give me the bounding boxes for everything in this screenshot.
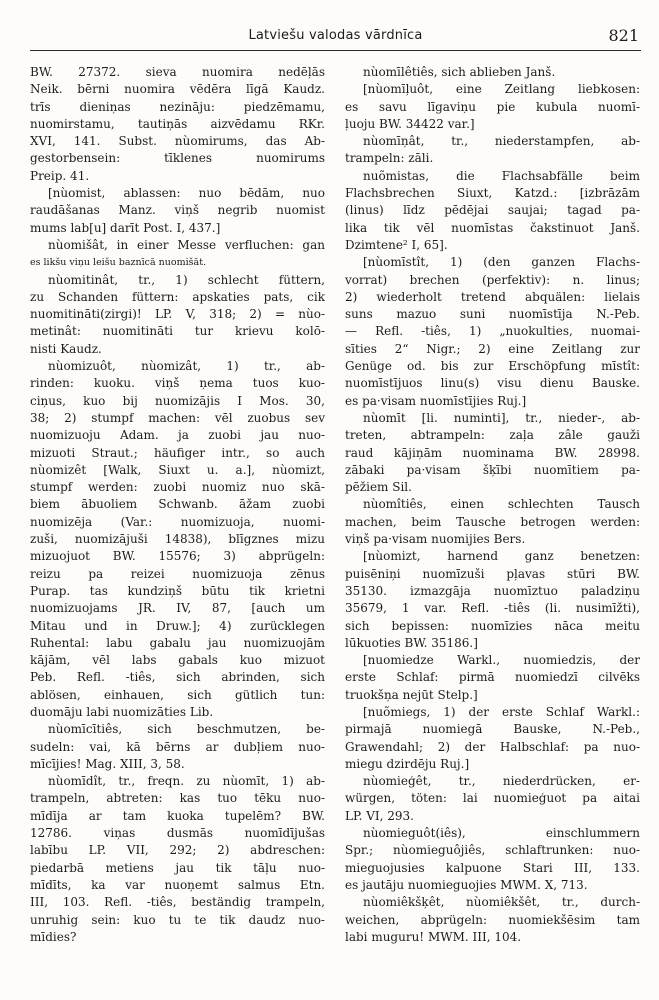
dictionary-line: ciņus, kuo bij nuomizājis I Mos. 30,	[30, 393, 325, 408]
right-column	[345, 64, 640, 946]
dictionary-line: suns mazuo suni nuomīstīja N.-Peb.	[345, 307, 640, 322]
dictionary-line: nuõmistas, die Flachsabfälle beim	[363, 168, 640, 183]
dictionary-line: labību LP. VII, 292; 2) abdreschen:	[30, 843, 325, 858]
page-number: 821	[608, 26, 639, 45]
dictionary-line: raudāšanas Manz. viņš negrib nuomist	[30, 203, 325, 218]
dictionary-line: es likšu viņu leišu baznīcā nuomišāt.	[30, 257, 207, 269]
dictionary-line: lika tik vēl nuomīstas čakstinuot Janš.	[345, 220, 640, 235]
running-header	[30, 26, 641, 51]
dictionary-line: nùomieguôt(iês), einschlummern	[363, 826, 640, 841]
dictionary-line: nuomitināti(zirgi)! LP. V, 318; 2) = nùo-	[30, 307, 325, 322]
dictionary-line: nùomîtiês, einen schlechten Tausch	[363, 497, 640, 512]
dictionary-line: Neik. bērni nuomira vēdēra līgā Kaudz.	[30, 82, 325, 97]
dictionary-line: es pa·visam nuomīstījies Ruj.]	[345, 393, 527, 408]
dictionary-line: mizuoti Straut.; häufiger intr., so auch	[30, 445, 325, 460]
dictionary-title: Latviešu valodas vārdnīca	[248, 28, 423, 43]
dictionary-line: mīdies?	[30, 929, 77, 944]
dictionary-line: ablösen, einhauen, sich gütlich tun:	[30, 687, 325, 702]
dictionary-line: trampeln: zāli.	[345, 151, 434, 166]
dictionary-line: Mitau und in Druw.]; 4) zurücklegen	[30, 618, 325, 633]
dictionary-line: nùomitinât, tr., 1) schlecht füttern,	[48, 272, 325, 287]
dictionary-line: nùomizêt [Walk, Siuxt u. a.], nùomizt,	[30, 462, 325, 477]
dictionary-line: XVI, 141. Subst. nùomirums, das Ab-	[30, 134, 325, 149]
dictionary-line: [nùomīļuôt, eine Zeitlang liebkosen:	[363, 82, 640, 97]
dictionary-line: stumpf werden: zuobi nuomiz nuo skā-	[30, 480, 325, 495]
dictionary-line: mīcījies! Mag. XIII, 3, 58.	[30, 756, 185, 771]
dictionary-line: — Refl. -tiês, 1) „nuokulties, nuomai-	[345, 324, 640, 339]
dictionary-line: 35130. izmazgāja nuomīztuo paladziņu	[345, 583, 640, 598]
dictionary-line: trampeln, abtreten: kas tuo tēku nuo-	[30, 791, 325, 806]
dictionary-line: Flachsbrechen Siuxt, Katzd.: [izbrāzām	[345, 186, 640, 201]
dictionary-line: nùomiêkšķêt, nùomiêkšêt, tr., durch-	[363, 895, 640, 910]
dictionary-line: würgen, töten: lai nuomieģuot pa aitai	[345, 791, 640, 806]
dictionary-line: nuomirstamu, tautiņās aizvēdamu RKr.	[30, 116, 325, 131]
dictionary-line: nùomīlêtiês, sich ablieben Janš.	[363, 65, 556, 79]
dictionary-line: Spr.; nùomieguôjiês, schlaftrunken: nuo-	[345, 843, 640, 858]
dictionary-line: LP. VI, 293.	[345, 808, 414, 823]
dictionary-line: weichen, abprügeln: nuomiekšēsim tam	[345, 912, 640, 927]
dictionary-line: nùomīņât, tr., niederstampfen, ab-	[363, 134, 640, 149]
dictionary-line: mīdīja ar tam kuoka tupelēm? BW.	[30, 808, 325, 823]
dictionary-line: nùomīt [li. numinti], tr., nieder-, ab-	[363, 410, 640, 425]
dictionary-line: mizuojuot BW. 15576; 3) abprügeln:	[30, 549, 325, 564]
dictionary-line: treten, abtrampeln: zaļa zâle gauži	[345, 428, 640, 443]
dictionary-line: nùomišât, in einer Messe verfluchen: gan	[48, 237, 325, 252]
dictionary-line: piedarbā metiens jau tik tāļu nuo-	[30, 860, 325, 875]
dictionary-line: pirmajā nuomiegā Bauske, N.-Peb.,	[345, 722, 640, 737]
dictionary-line: Genüge od. bis zur Erschöpfung mīstît:	[345, 359, 640, 374]
dictionary-line: zu Schanden füttern: apskaties pats, cik	[30, 289, 325, 304]
dictionary-line: lūkuoties BW. 35186.]	[345, 635, 478, 650]
dictionary-line: pēžiem Sil.	[345, 480, 412, 495]
dictionary-line: Ruhental: labu gabalu jau nuomizuojām	[30, 635, 325, 650]
dictionary-line: erste Schlaf: pirmā nuomiedzī cilvēks	[345, 670, 640, 685]
dictionary-line: viņš pa·visam nuomijies Bers.	[345, 532, 526, 547]
dictionary-line: nuomizuojams JR. IV, 87, [auch um	[30, 601, 325, 616]
dictionary-line: III, 103. Refl. -tiês, beständig trampeln,	[30, 895, 325, 910]
dictionary-line: gestorbensein: tīklenes nuomirums	[30, 151, 325, 166]
dictionary-line: trīs dieniņas nezināju: piedzēmamu,	[30, 99, 325, 114]
dictionary-line: truokšņa nejūt Stelp.]	[345, 687, 478, 702]
dictionary-line: zābaki pa·visam šķībi nuomītiem pa-	[345, 462, 640, 477]
dictionary-line: nùomīcītiês, sich beschmutzen, be-	[48, 722, 325, 737]
dictionary-line: Preip. 41.	[30, 168, 90, 183]
dictionary-line: 35679, 1 var. Refl. -tiês (li. nusimīžti),	[345, 601, 640, 616]
dictionary-line: nisti Kaudz.	[30, 341, 102, 356]
dictionary-line: biem ābuoliem Schwanb. āžam zuobi	[30, 497, 325, 512]
dictionary-line: [nuõmiegs, 1) der erste Schlaf Warkl.:	[363, 704, 640, 719]
dictionary-line: sich bepissen: nuomīzies nāca meitu	[345, 618, 640, 633]
dictionary-line: Dzimtene² I, 65].	[345, 237, 448, 252]
dictionary-line: Peb. Refl. -tiês, sich abrinden, sich	[30, 670, 325, 685]
dictionary-line: nùomieģêt, tr., niederdrücken, er-	[363, 774, 640, 789]
dictionary-line: es jautāju nuomieguojies MWM. X, 713.	[345, 877, 588, 892]
dictionary-line: es savu līgaviņu pie kubula nuomī-	[345, 99, 640, 114]
dictionary-line: duomāju labi nuomizāties Lib.	[30, 704, 214, 719]
dictionary-line: rinden: kuoku. viņš ņema tuos kuo-	[30, 376, 325, 391]
dictionary-line: nuomizuoju Adam. ja zuobi jau nuo-	[30, 428, 325, 443]
dictionary-line: BW. 27372. sieva nuomira nedēļās	[30, 65, 325, 79]
dictionary-line: miegu dzirdēju Ruj.]	[345, 756, 470, 771]
dictionary-line: nuomīstījuos linu(s) visu dienu Bauske.	[345, 376, 640, 391]
dictionary-line: [nùomizt, harnend ganz benetzen:	[363, 549, 640, 564]
dictionary-line: labi muguru! MWM. III, 104.	[345, 929, 522, 944]
dictionary-line: unruhig sein: kuo tu te tik daudz nuo-	[30, 912, 325, 927]
dictionary-line: 38; 2) stumpf machen: vēl zuobus sev	[30, 410, 325, 425]
dictionary-line: vorrat) brechen (perfektiv): n. linus;	[345, 272, 640, 287]
dictionary-line: nuomizēja (Var.: nuomizuoja, nuomi-	[30, 514, 325, 529]
dictionary-line: machen, beim Tausche betrogen werden:	[345, 514, 640, 529]
dictionary-line: sīties 2“ Nigr.; 2) eine Zeitlang zur	[345, 341, 640, 356]
dictionary-line: mums lab[u] darīt Post. I, 437.]	[30, 220, 221, 235]
dictionary-line: ļuoju BW. 34422 var.]	[345, 116, 475, 131]
dictionary-line: raud kājiņām nuominama BW. 28998.	[345, 445, 640, 460]
left-column	[30, 64, 325, 946]
dictionary-line: zuši, nuomizājuši 14838), blīgznes mizu	[30, 532, 325, 547]
dictionary-line: sudeln: vai, kā bērns ar dubļiem nuo-	[30, 739, 325, 754]
dictionary-line: reizu pa reizei nuomizuoja zēnus	[30, 566, 325, 581]
dictionary-line: mieguojusies kalpuone Stari III, 133.	[345, 860, 640, 875]
dictionary-line: puisēniņi nuomīzuši pļavas stūri BW.	[345, 566, 640, 581]
dictionary-line: Purap. tas kundziņš būtu tik krietni	[30, 583, 325, 598]
dictionary-line: [nuomiedze Warkl., nuomiedzis, der	[363, 653, 640, 668]
dictionary-line: (linus) līdz pēdējai saujai; tagad pa-	[345, 203, 640, 218]
dictionary-line: metinât: nuomitināti tur krievu kolō-	[30, 324, 325, 339]
dictionary-line: kājām, vēl labs gabals kuo mizuot	[30, 653, 325, 668]
dictionary-line: mīdīts, ka var nuoņemt salmus Etn.	[30, 877, 325, 892]
dictionary-line: Grawendahl; 2) der Halbschlaf: pa nuo-	[345, 739, 640, 754]
dictionary-line: nùomīdît, tr., freqn. zu nùomīt, 1) ab-	[48, 774, 325, 789]
dictionary-line: nùomizuôt, nùomizât, 1) tr., ab-	[48, 359, 325, 374]
dictionary-line: 12786. viņas dusmās nuomīdījušas	[30, 826, 325, 841]
dictionary-line: [nùomist, ablassen: nuo bēdām, nuo	[48, 186, 325, 201]
dictionary-line: 2) wiederholt tretend abquälen: lielais	[345, 289, 640, 304]
dictionary-line: [nùomīstît, 1) (den ganzen Flachs-	[363, 255, 640, 270]
